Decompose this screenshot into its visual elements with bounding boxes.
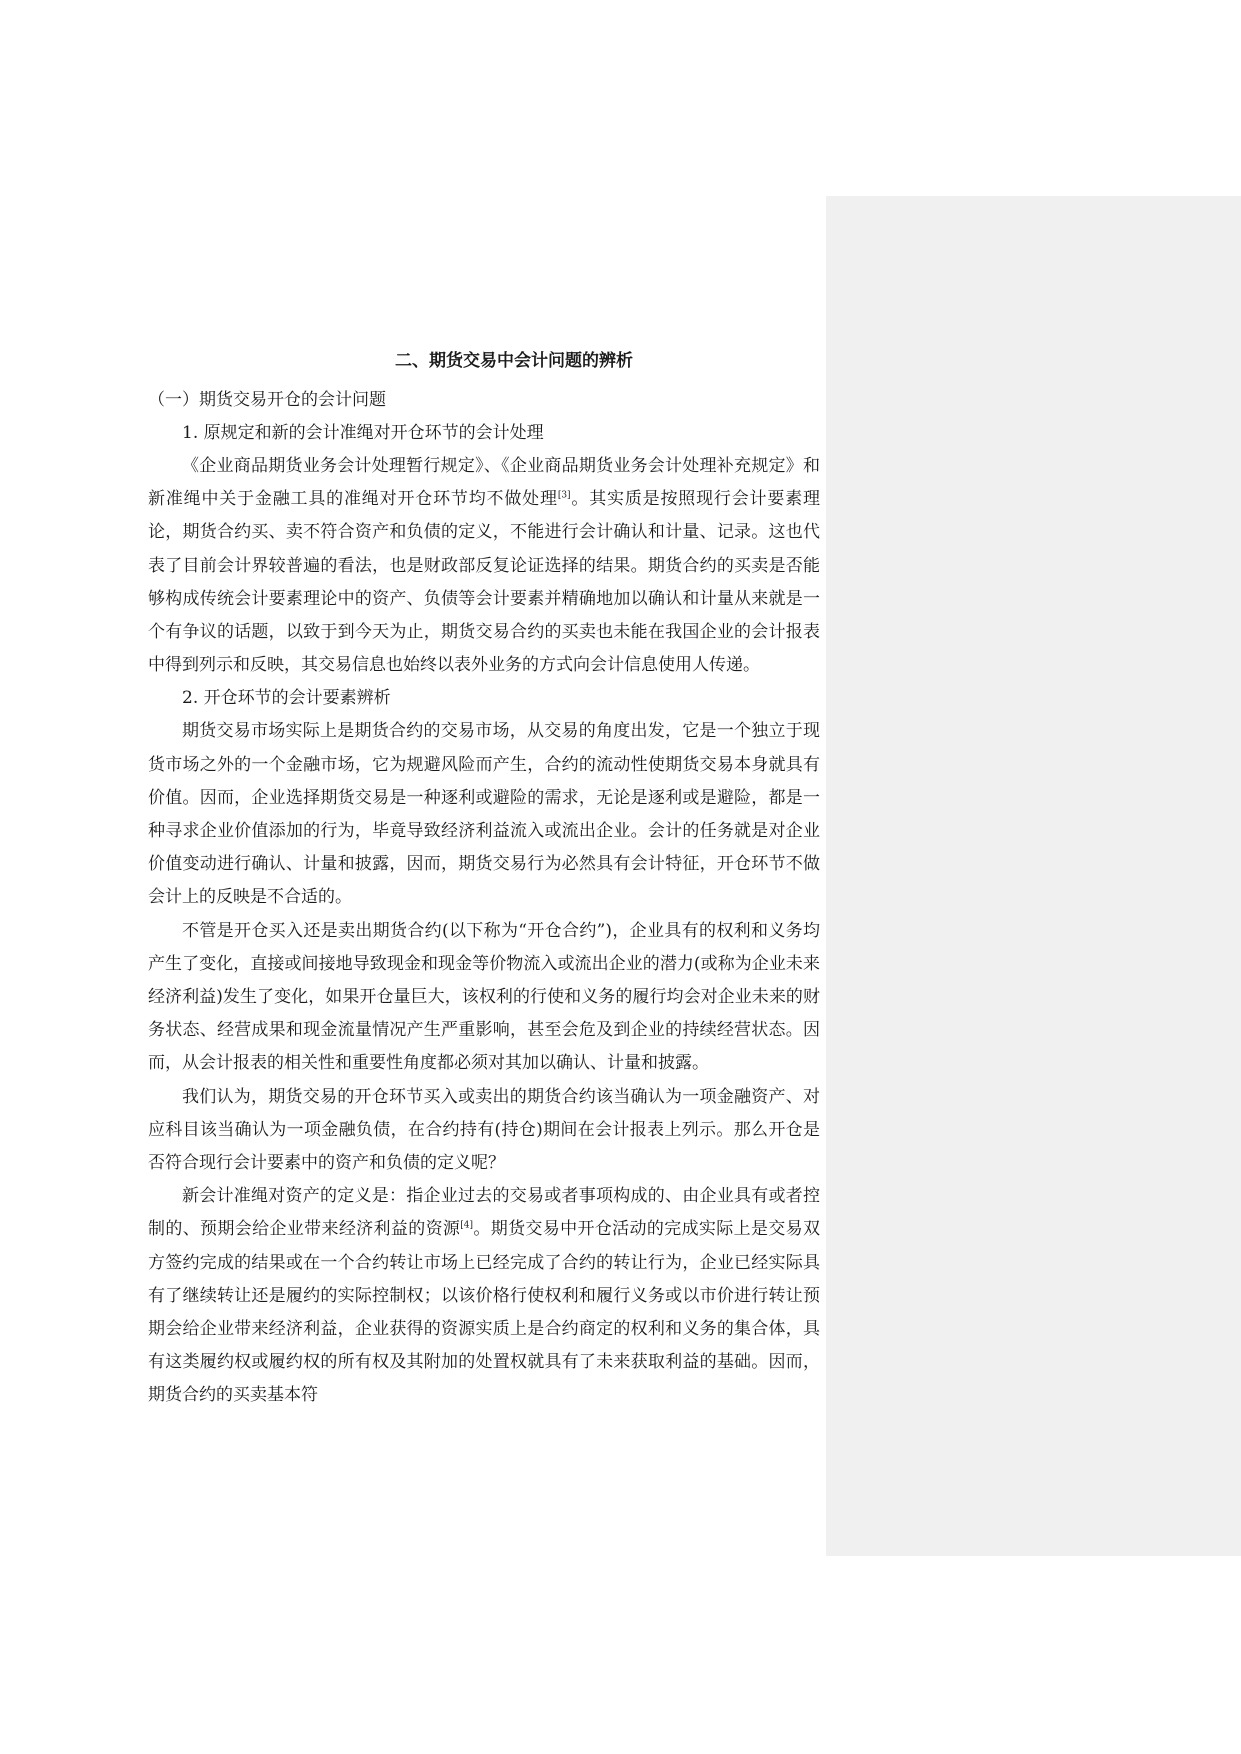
item-heading-1: 1. 原规定和新的会计准绳对开仓环节的会计处理 (182, 423, 544, 443)
document-body (148, 346, 820, 1413)
paragraph-5-text-b: 。期货交易中开仓活动的完成实际上是交易双方签约完成的结果或在一个合约转让市场上已经完成了合约的转让行为，企业已经实际具有了继续转让还是履约的实际控制权；以该价格行使权利和履行义务或以市价进行转让预期会给企业带来经济利益，企业获得的资源实质上是合约商定的权利和义务的集合体，具有这类履约权或履约权的所有权及其附加的处置权就具有了未来获取利益的基础。因而，期货合约的买卖基本符 (148, 1219, 821, 1406)
paragraph-1-text-a: 《企业商品期货业务会计处理暂行规定》、《企业商品期货业务会计处理补充规定》和新准绳中关于金融工具的准绳对开仓环节均不做处理 (148, 456, 820, 510)
subsection-heading: （一）期货交易开仓的会计问题 (148, 390, 386, 410)
comment-pane (826, 196, 1241, 1556)
paragraph-5 (148, 1180, 820, 1412)
paragraph-2: 期货交易市场实际上是期货合约的交易市场，从交易的角度出发，它是一个独立于现货市场之外的一个金融市场，它为规避风险而产生，合约的流动性使期货交易本身就具有价值。因而，企业选择期货交易是一种逐利或避险的需求，无论是逐利或是避险，都是一种寻求企业价值添加的行为，毕竟导致经济利益流入或流出企业。会计的任务就是对企业价值变动进行确认、计量和披露，因而，期货交易行为必然具有会计特征，开仓环节不做会计上的反映是不合适的。 (148, 721, 820, 908)
paragraph-5-text-a: 新会计准绳对资产的定义是：指企业过去的交易或者事项构成的、由企业具有或者控制的、预期会给企业带来经济利益的资源 (148, 1186, 820, 1240)
paragraph-1-text-b: 。其实质是按照现行会计要素理论，期货合约买、卖不符合资产和负债的定义，不能进行会计确认和计量、记录。这也代表了目前会计界较普遍的看法，也是财政部反复论证选择的结果。期货合约的买卖是否能够构成传统会计要素理论中的资产、负债等会计要素并精确地加以确认和计量从来就是一个有争议的话题，以致于到今天为止，期货交易合约的买卖也未能在我国企业的会计报表中得到列示和反映，其交易信息也始终以表外业务的方式向会计信息使用人传递。 (148, 489, 821, 676)
citation-4[interactable]: [4] (460, 1220, 474, 1231)
paragraph-1 (148, 450, 820, 682)
citation-3[interactable]: [3] (557, 490, 571, 501)
item-heading-2: 2. 开仓环节的会计要素辨析 (182, 688, 391, 709)
paragraph-4: 我们认为，期货交易的开仓环节买入或卖出的期货合约该当确认为一项金融资产、对应科目该当确认为一项金融负债，在合约持有(持仓)期间在会计报表上列示。那么开仓是否符合现行会计要素中的资产和负债的定义呢？ (148, 1086, 820, 1174)
paragraph-3: 不管是开仓买入还是卖出期货合约(以下称为“开仓合约”)，企业具有的权利和义务均产生了变化，直接或间接地导致现金和现金等价物流入或流出企业的潜力(或称为企业未来经济利益)发生了变化，如果开仓量巨大，该权利的行使和义务的履行均会对企业未来的财务状态、经营成果和现金流量情况产生严重影响，甚至会危及到企业的持续经营状态。因而，从会计报表的相关性和重要性角度都必须对其加以确认、计量和披露。 (148, 920, 820, 1074)
section-title: 二、期货交易中会计问题的辨析 (395, 351, 633, 371)
